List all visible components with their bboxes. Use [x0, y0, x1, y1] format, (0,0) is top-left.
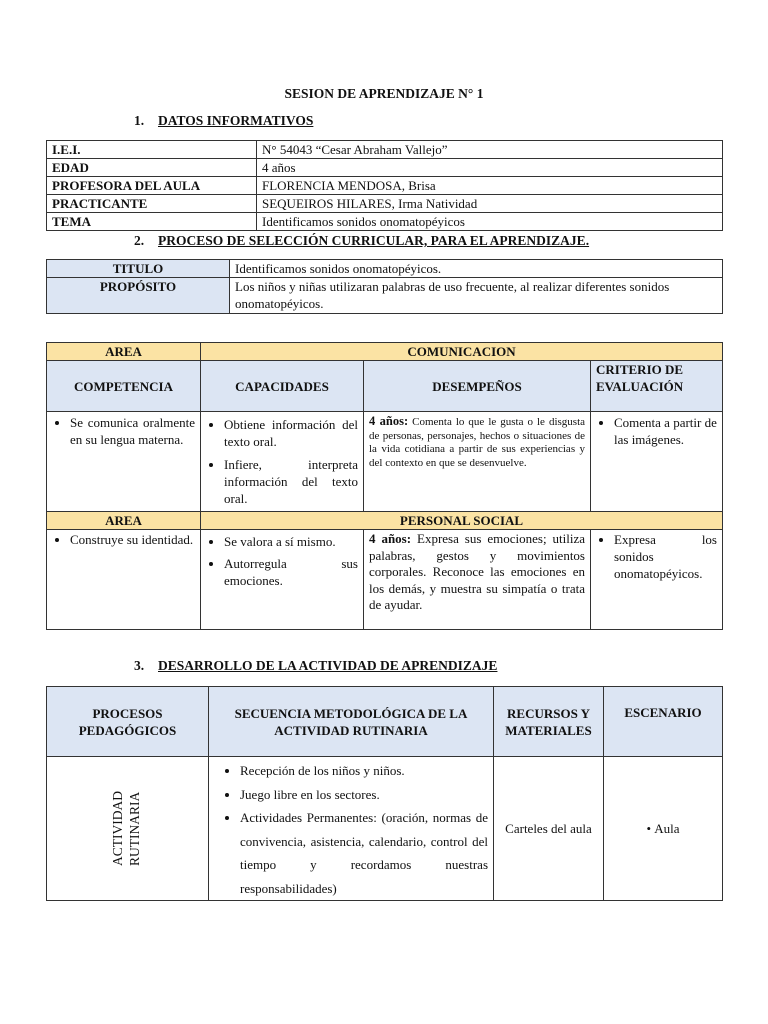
- proposito-value: Los niños y niñas utilizaran palabras de uso frecuente, al realizar diferentes sonidos onomatopéyicos.: [230, 278, 723, 314]
- proceso-cell: [47, 757, 209, 901]
- proposito-table: [46, 259, 723, 314]
- datos-row: [47, 141, 723, 159]
- datos-row: [47, 213, 723, 231]
- titulo-value: Identificamos sonidos onomatopéyicos.: [230, 260, 723, 278]
- capacidad-item: • Obtiene información del texto oral.: [224, 416, 358, 450]
- datos-value: N° 54043 “Cesar Abraham Vallejo”: [257, 141, 723, 159]
- proposito-label: PROPÓSITO: [47, 278, 230, 314]
- secuencia-item: • Recepción de los niños y niños.: [240, 759, 488, 783]
- datos-value: 4 años: [257, 159, 723, 177]
- desempenos-header: DESEMPEÑOS: [364, 361, 591, 412]
- proposito-row: [47, 278, 723, 314]
- criterio-item: • Comenta a partir de las imágenes.: [614, 414, 717, 448]
- personal-content-row: [47, 530, 723, 630]
- datos-key: TEMA: [47, 213, 257, 231]
- secuencia-item: • Actividades Permanentes: (oración, normas de convivencia, asistencia, calendario, control del tiempo y recordamos nuestras responsabilidades): [240, 806, 488, 900]
- capacidad-item: • Autorregula sus emociones.: [224, 555, 358, 589]
- section-2-label: PROCESO DE SELECCIÓN CURRICULAR, PARA EL APRENDIZAJE.: [158, 233, 590, 248]
- competencia-item: • Construye su identidad.: [70, 531, 195, 548]
- competencia-header: COMPETENCIA: [47, 361, 201, 412]
- capacidades-list: [206, 416, 358, 507]
- desempeno-age: 4 años:: [369, 414, 409, 428]
- datos-key: I.E.I.: [47, 141, 257, 159]
- datos-key: PRACTICANTE: [47, 195, 257, 213]
- page-title: SESION DE APRENDIZAJE N° 1: [284, 86, 484, 101]
- escenario-value: Aula: [654, 821, 680, 836]
- titulo-row: [47, 260, 723, 278]
- desarrollo-table: [46, 686, 723, 901]
- datos-table: [46, 140, 723, 231]
- desarrollo-content-row: [47, 757, 723, 901]
- datos-value: SEQUEIROS HILARES, Irma Natividad: [257, 195, 723, 213]
- recursos-header: RECURSOS Y MATERIALES: [494, 687, 604, 757]
- criterio-list: [596, 531, 717, 582]
- capacidades-cell: [201, 530, 364, 630]
- competencia-list: [52, 414, 195, 448]
- section-1-heading: [134, 113, 313, 129]
- secuencia-item: • Juego libre en los sectores.: [240, 783, 488, 807]
- secuencia-cell: [209, 757, 494, 901]
- criterio-cell: [591, 412, 723, 512]
- desempeno-age: 4 años:: [369, 531, 412, 546]
- capacidades-cell: [201, 412, 364, 512]
- capacidad-item: • Infiere, interpreta información del texto oral.: [224, 456, 358, 507]
- bullet-icon: •: [646, 821, 652, 836]
- section-2-heading: [134, 233, 589, 249]
- criterio-item: • Expresa los sonidos onomatopéyicos.: [614, 531, 717, 582]
- criterio-header: CRITERIO DE EVALUACIÓN: [591, 361, 723, 412]
- section-3-heading: [134, 658, 497, 674]
- personal-area-row: [47, 512, 723, 530]
- competencia-list: [52, 531, 195, 548]
- escenario-header: ESCENARIO: [604, 687, 723, 757]
- area-header: AREA: [47, 343, 201, 361]
- secuencia-list: [214, 759, 488, 900]
- section-3-label: DESARROLLO DE LA ACTIVIDAD DE APRENDIZAJE: [158, 658, 498, 673]
- curricular-header-row: [47, 361, 723, 412]
- datos-row: [47, 195, 723, 213]
- desempeno-text: Comenta lo que le gusta o le disgusta de personas, personajes, hechos o situaciones de la vida cotidiana a partir de sus experiencias y del contexto en que se desenvuelve.: [369, 416, 586, 469]
- area-header: AREA: [47, 512, 201, 530]
- competencia-cell: [47, 530, 201, 630]
- desarrollo-header-row: [47, 687, 723, 757]
- datos-key: PROFESORA DEL AULA: [47, 177, 257, 195]
- datos-key: EDAD: [47, 159, 257, 177]
- procesos-header: PROCESOS PEDAGÓGICOS: [47, 687, 209, 757]
- datos-row: [47, 177, 723, 195]
- datos-row: [47, 159, 723, 177]
- comunicacion-content-row: [47, 412, 723, 512]
- datos-value: FLORENCIA MENDOSA, Brisa: [257, 177, 723, 195]
- criterio-list: [596, 414, 717, 448]
- titulo-label: TITULO: [47, 260, 230, 278]
- competencia-cell: [47, 412, 201, 512]
- section-3-number: 3.: [134, 658, 145, 673]
- proceso-label: ACTIVIDAD RUTINARIA: [109, 791, 142, 866]
- datos-value: Identificamos sonidos onomatopéyicos: [257, 213, 723, 231]
- capacidades-list: [206, 533, 358, 589]
- capacidad-item: • Se valora a sí mismo.: [224, 533, 358, 550]
- capacidades-header: CAPACIDADES: [201, 361, 364, 412]
- section-2-number: 2.: [134, 233, 145, 248]
- desempeno-cell: [364, 530, 591, 630]
- criterio-cell: [591, 530, 723, 630]
- desempeno-cell: [364, 412, 591, 512]
- comunicacion-area-row: [47, 343, 723, 361]
- recursos-value: Carteles del aula: [505, 821, 592, 836]
- recursos-cell: [494, 757, 604, 901]
- secuencia-header: SECUENCIA METODOLÓGICA DE LA ACTIVIDAD RUTINARIA: [209, 687, 494, 757]
- escenario-cell: [604, 757, 723, 901]
- section-1-label: DATOS INFORMATIVOS: [158, 113, 314, 128]
- section-1-number: 1.: [134, 113, 145, 128]
- desempeno-text: Expresa sus emociones; utiliza palabras, gestos y movimientos corporales. Reconoce las emociones en los demás, y muestra su simpatía o trata de ayudar.: [369, 531, 585, 612]
- area-personal-social: PERSONAL SOCIAL: [201, 512, 723, 530]
- competencia-item: • Se comunica oralmente en su lengua materna.: [70, 414, 195, 448]
- area-comunicacion: COMUNICACION: [201, 343, 723, 361]
- curricular-table: [46, 342, 723, 630]
